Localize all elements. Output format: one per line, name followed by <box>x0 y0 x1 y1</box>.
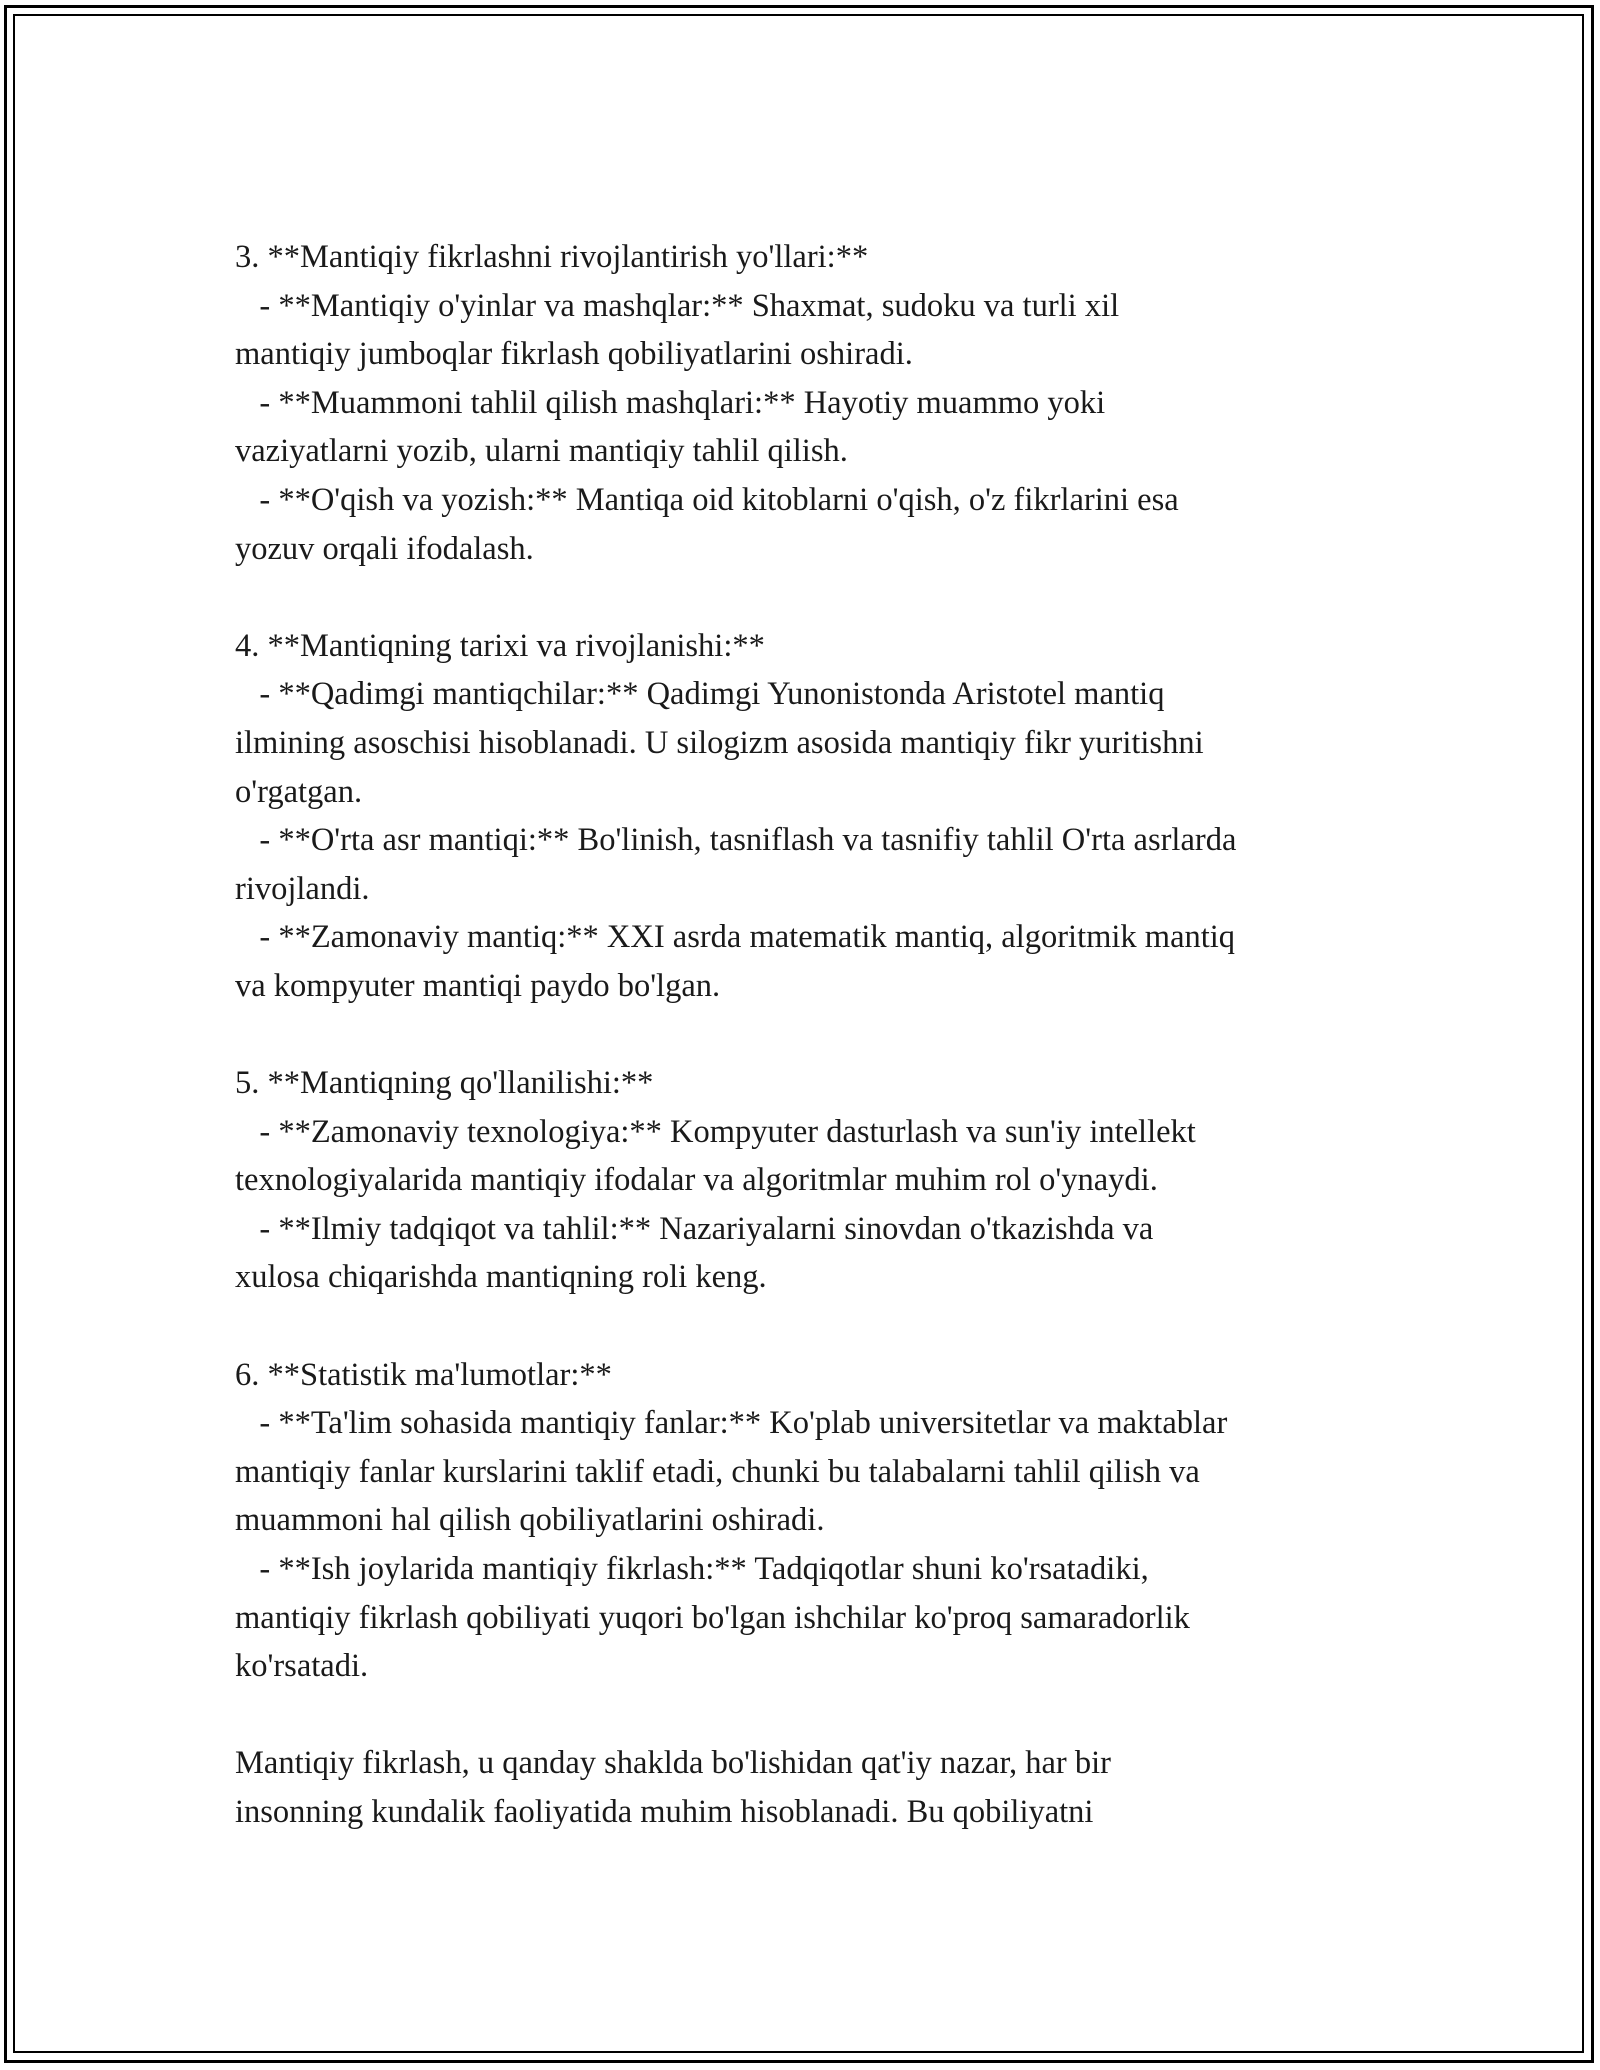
text-line: xulosa chiqarishda mantiqning roli keng. <box>235 1259 767 1296</box>
text-line: rivojlandi. <box>235 870 370 907</box>
text-line: va kompyuter mantiqi paydo bo'lgan. <box>235 967 721 1004</box>
text-line: - **Ish joylarida mantiqiy fikrlash:** Tadqiqotlar shuni ko'rsatadiki, <box>235 1551 1149 1588</box>
text-line: muammoni hal qilish qobiliyatlarini oshiradi. <box>235 1502 825 1539</box>
blank-line <box>235 1691 1385 1740</box>
text-line: - **Zamonaviy mantiq:** XXI asrda matematik mantiq, algoritmik mantiq <box>235 919 1236 956</box>
text-line: mantiqiy jumboqlar fikrlash qobiliyatlarini oshiradi. <box>235 336 913 373</box>
text-line: texnologiyalarida mantiqiy ifodalar va algoritmlar muhim rol o'ynaydi. <box>235 1162 1158 1199</box>
text-line: ko'rsatadi. <box>235 1648 369 1685</box>
blank-line <box>235 573 1385 622</box>
text-line: - **Zamonaviy texnologiya:** Kompyuter dasturlash va sun'iy intellekt <box>235 1113 1196 1150</box>
text-line: o'rgatgan. <box>235 773 363 810</box>
text-line: yozuv orqali ifodalash. <box>235 530 534 567</box>
text-line: - **Ilmiy tadqiqot va tahlil:** Nazariyalarni sinovdan o'tkazishda va <box>235 1210 1154 1247</box>
text-line: insonning kundalik faoliyatida muhim hisoblanadi. Bu qobiliyatni <box>235 1794 1094 1830</box>
text-line: mantiqiy fanlar kurslarini taklif etadi, chunki bu talabalarni tahlil qilish va <box>235 1453 1200 1490</box>
text-line: - **Ta'lim sohasida mantiqiy fanlar:** Ko'plab universitetlar va maktablar <box>235 1405 1228 1442</box>
blank-line <box>235 1302 1385 1351</box>
text-line: - **Muammoni tahlil qilish mashqlari:** Hayotiy muammo yoki <box>235 384 1106 421</box>
text-line: - **O'rta asr mantiqi:** Bo'linish, tasniflash va tasnifiy tahlil O'rta asrlarda <box>235 822 1237 859</box>
text-line: - **Mantiqiy o'yinlar va mashqlar:** Shaxmat, sudoku va turli xil <box>235 287 1120 324</box>
text-line: Mantiqiy fikrlash, u qanday shaklda bo'lishidan qat'iy nazar, har bir <box>235 1745 1111 1782</box>
text-line: 3. **Mantiqiy fikrlashni rivojlantirish yo'llari:** <box>235 239 869 275</box>
text-line: ilmining asoschisi hisoblanadi. U silogizm asosida mantiqiy fikr yuritishni <box>235 724 1204 761</box>
text-line: 6. **Statistik ma'lumotlar:** <box>235 1356 612 1393</box>
text-line: 4. **Mantiqning tarixi va rivojlanishi:** <box>235 627 765 664</box>
blank-line <box>235 1011 1385 1060</box>
text-line: vaziyatlarni yozib, ularni mantiqiy tahlil qilish. <box>235 433 848 470</box>
text-line: 5. **Mantiqning qo'llanilishi:** <box>235 1065 654 1102</box>
text-line: mantiqiy fikrlash qobiliyati yuqori bo'lgan ishchilar ko'proq samaradorlik <box>235 1599 1190 1636</box>
text-line: - **O'qish va yozish:** Mantiqa oid kitoblarni o'qish, o'z fikrlarini esa <box>235 481 1179 518</box>
document-body <box>235 233 1385 1837</box>
text-line: - **Qadimgi mantiqchilar:** Qadimgi Yunonistonda Aristotel mantiq <box>235 676 1165 713</box>
